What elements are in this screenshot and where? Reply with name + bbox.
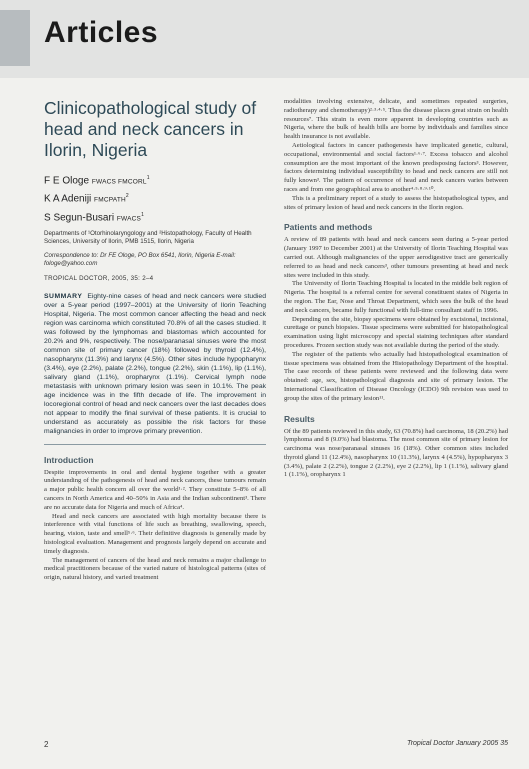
header-accent-strip	[0, 10, 30, 66]
affiliation: Departments of ¹Otorhinolaryngology and ²Histopathology, Faculty of Health Sciences, University of Ilorin, PMB 1515, Ilorin, Nigeria	[44, 229, 252, 246]
author-name: F E Ologe	[44, 175, 90, 187]
author-affil-sup: 1	[141, 211, 144, 218]
paragraph: Despite improvements in oral and dental hygiene together with a greater understanding of the pathogenesis of head and neck cancers, these tumours remain a major public health concern all over the world¹·². They constitute 5–8% of all cancers in North America and 40–50% in Asia and the Indian subcontinent³. There are no accurate data for Nigeria and much of Africa⁴.	[44, 468, 266, 511]
paragraph: A review of 89 patients with head and neck cancers seen during a 5-year period (January 1997 to December 2001) at the University of Ilorin Teaching Hospital was carried out. Although malignancies of the upper aerodigestive tract are generically referred to as head and neck cancers³, other tumours presenting at head and neck sites were included in this study.	[284, 236, 508, 279]
paragraph: The management of cancers of the head and neck remains a major challenge to medical practitioners because of the varied nature of histological patterns (sites of origin, natural history, and varied treatment	[44, 556, 266, 582]
author-affil-sup: 1	[146, 175, 150, 181]
article-title: Clinicopathological study of head and neck cancers in Ilorin, Nigeria	[44, 98, 257, 160]
paragraph: Of the 89 patients reviewed in this study, 63 (70.8%) had carcinoma, 18 (20.2%) had lymphoma and 8 (9.0%) had blastoma. The most common site of primary lesion for carcinoma was nose/paranasal sinuses 16 (18%). Other common sites included thyroid gland 11 (12.4%), nasopharynx 10 (11.3%), larynx 4 (4.5%), hypopharynx 3 (3.4%), palate 2 (2.2%), tongue 2 (2.2%), eye 2 (2.2%), lip 1 (1.1%), salivary gland 1 (1.1%), oropharynx 1	[284, 427, 508, 479]
results-heading: Results	[284, 413, 315, 424]
introduction-heading: Introduction	[44, 454, 94, 465]
introduction-continued	[284, 98, 508, 212]
author-name: S Segun-Busari	[44, 211, 115, 223]
paragraph: modalities involving extensive, delicate, and sometimes repeated surgeries, radiotherapy and chemotherapy)²·³·⁴·⁵. Thus the disease places great strain on health resources⁷. This strain is even more apparent in developing countries such as Nigeria, where the bulk of health bills are borne by individuals and families since health insurance is not available.	[284, 98, 508, 141]
paragraph: The register of the patients who actually had histopathological examination of tissue specimens was obtained from the Histopathology Department of the hospital. The case records of these patients were reviewed and the following data were obtained: age, sex, histopathological diagnosis and site of primary lesion. The International Classification of Disease Oncology (ICDO) 9th revision was used to group the sites of the primary lesion¹¹.	[284, 350, 508, 402]
author-degrees: FMCPATH	[94, 196, 126, 204]
introduction-body	[44, 469, 266, 583]
correspondence: Correspondence to: Dr FE Ologe, PO Box 6541, Ilorin, Nigeria E-mail: fologe@yahoo.com	[44, 251, 236, 268]
author-3	[44, 208, 266, 226]
author-degrees: FWACS FMCORL	[91, 178, 147, 186]
summary-block	[44, 292, 266, 445]
results-body	[284, 428, 508, 481]
section-heading: Articles	[44, 16, 159, 49]
paragraph: Aetiological factors in cancer pathogenesis have implicated genetic, cultural, occupational, environmental and social factors¹·⁶·⁷. Excess tobacco and alcohol consumption are the most important of the known predisposing factors³. However, factors determining individual susceptibility to head and neck cancers are still not fully known³. The pattern of occurrence of head and neck cancers varies between races and from one geographical area to another⁴·⁵·⁸·⁹·¹⁰.	[284, 141, 508, 193]
author-affil-sup: 2	[125, 193, 129, 200]
summary-label: SUMMARY	[44, 292, 83, 300]
paragraph: Head and neck cancers are associated with high mortality because there is interference with vital functions of life such as breathing, swallowing, speech, hearing, vision, taste and smell⁵·⁶. Their definitive diagnosis is generally made by histological evaluation. Management and prognosis largely depend on accurate and timely diagnosis.	[44, 512, 266, 555]
right-column	[284, 98, 508, 480]
author-degrees: FWACS	[116, 214, 142, 222]
methods-body	[284, 236, 508, 403]
left-column	[44, 98, 266, 583]
author-list	[44, 171, 266, 226]
paragraph: Depending on the site, biopsy specimens were obtained by excisional, incisional, curettage or punch biopsies. Tissue specimens were submitted for histopathological examination using light microscopy and special staining techniques after standard procedures. Frozen section study was not available during the period of the study.	[284, 315, 508, 349]
summary-text: Eighty-nine cases of head and neck cancers were studied over a 5-year period (1997–2001) at the University of Ilorin Teaching Hospital, Nigeria. The most common cancer affecting the head and neck region was carcinoma which constituted 70.8% of all the cases studied. It was followed by the lymphomas and blastomas which accounted for 20.2% and 9%, respectively. The nose/paranasal sinuses were the most common site of primary cancer (18%) followed by thyroid (12.4%), nasopharynx (11.3%) and larynx (4.5%). Other sites include hypopharynx (3.4%), eye (2.2%), palate (2.2%), tongue (2.2%), skin (1.1%), lip (1.1%), salivary gland (1.1%), oropharynx (1.1%). Cervical lymph node metastasis with unknown primary lesion was seen in 10.1%. The peak age incidence was in the fifth decade of life. The improvement in locoregional control of head and neck cancers over the last decades does not appear to modify the final survival of these patients. It is crucial to understand as accurately as possible the risk factors for these malignancies in order to improve primary prevention.	[44, 292, 266, 435]
page-number: 2	[44, 740, 49, 749]
author-1	[44, 171, 266, 189]
journal-citation: TROPICAL DOCTOR, 2005, 35: 2–4	[44, 274, 154, 282]
journal-footer: Tropical Doctor January 2005 35	[406, 740, 508, 747]
paragraph: This is a preliminary report of a study to assess the histopathological types, and sites of primary lesion of head and neck cancers in the Ilorin region.	[284, 194, 508, 211]
author-name: K A Adeniji	[44, 193, 92, 205]
author-2	[44, 189, 266, 207]
paragraph: The University of Ilorin Teaching Hospital is located in the middle belt region of Nigeria. The hospital is a referral centre for several constituent states of Nigeria in the region. The Ear, Nose and Throat Department, which sees the bulk of the head and neck cancers, became fully functional with full-time consultant staff in 1996.	[284, 280, 508, 314]
methods-heading: Patients and methods	[284, 222, 373, 233]
